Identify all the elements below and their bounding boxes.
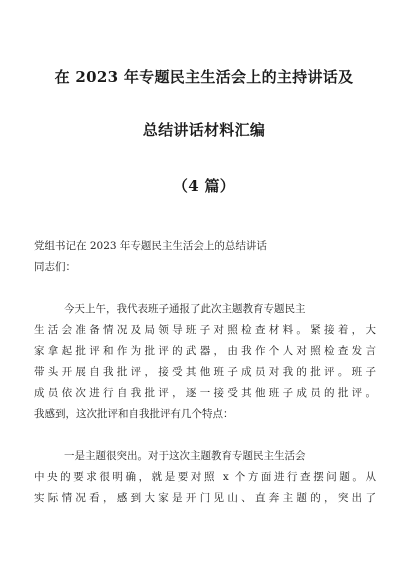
paragraph-2-line-1: 一是主题很突出。对于这次主题教育专题民主生活会 xyxy=(64,450,306,462)
document-title-line-2: 总结讲话材料汇编 xyxy=(142,121,266,139)
paragraph-1-line-5: 成员依次进行自我批评，逐一接受其他班子成员的批评。 xyxy=(34,387,376,399)
paragraph-2-line-2: 中央的要求很明确，就是要对照 x 个方面进行查摆问题。从 xyxy=(34,471,376,483)
paragraph-1-line-3: 家拿起批评和作为批评的武器，由我作个人对照检查发言 xyxy=(34,345,376,357)
paragraph-1-line-2: 生活会准备情况及局领导班子对照检查材料。紧接着，大 xyxy=(34,324,376,336)
paragraph-1-line-6: 我感到，这次批评和自我批评有几个特点： xyxy=(34,408,234,420)
salutation: 同志们： xyxy=(34,261,76,273)
paragraph-1-line-1: 今天上午，我代表班子通报了此次主题教育专题民主 xyxy=(64,303,306,315)
paragraph-2-line-3: 实际情况看，感到大家是开门见山、直奔主题的，突出了 xyxy=(34,492,376,504)
section-heading: 党组书记在 2023 年专题民主生活会上的总结讲话 xyxy=(34,240,267,252)
document-title-line-3: （4 篇） xyxy=(172,177,236,195)
document-title-line-1: 在 2023 年专题民主生活会上的主持讲话及 xyxy=(54,68,354,86)
paragraph-1-line-4: 带头开展自我批评，接受其他班子成员对我的批评。班子 xyxy=(34,366,376,378)
